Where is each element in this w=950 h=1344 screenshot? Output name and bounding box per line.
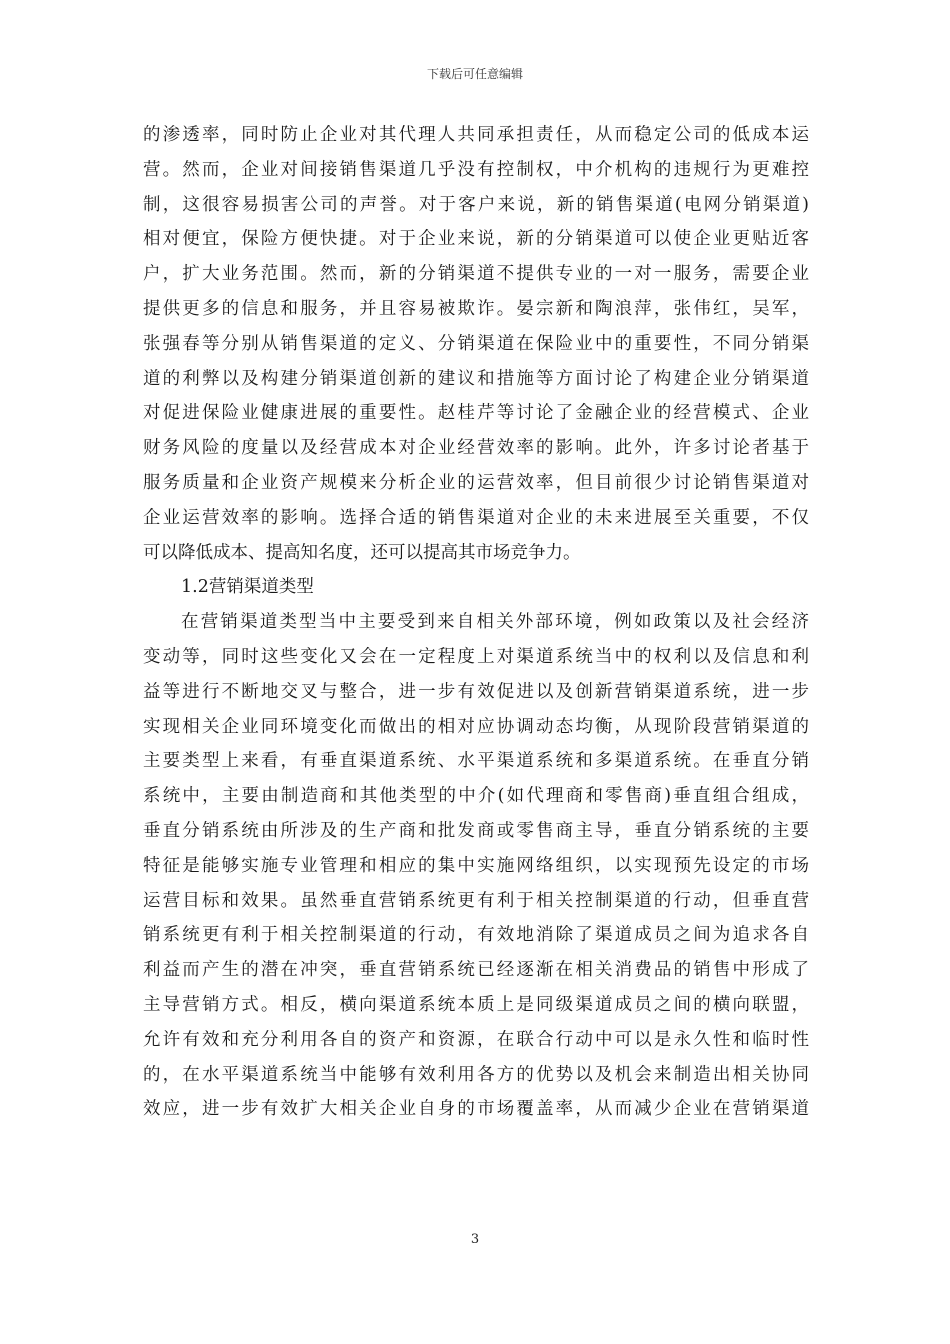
text-line: 的，在水平渠道系统当中能够有效利用各方的优势以及机会来制造出相关协同: [143, 1064, 809, 1085]
text-line: 制，这很容易损害公司的声誉。对于客户来说，新的销售渠道(电网分销渠道): [143, 194, 809, 215]
paragraph: [143, 605, 809, 1127]
text-line: 允许有效和充分利用各自的资产和资源，在联合行动中可以是永久性和临时性: [143, 1029, 809, 1050]
text-line: 的渗透率，同时防止企业对其代理人共同承担责任，从而稳定公司的低成本运: [143, 125, 809, 145]
text-line: 主要类型上来看，有垂直渠道系统、水平渠道系统和多渠道系统。在垂直分销: [143, 751, 809, 772]
text-line: 变动等，同时这些变化又会在一定程度上对渠道系统当中的权利以及信息和利: [143, 646, 809, 667]
page-number: 3: [470, 1232, 480, 1247]
text-line: 张强春等分别从销售渠道的定义、分销渠道在保险业中的重要性，不同分销渠: [143, 333, 809, 354]
text-line: 道的利弊以及构建分销渠道创新的建议和措施等方面讨论了构建企业分销渠道: [143, 368, 809, 389]
text-line: 企业运营效率的影响。选择合适的销售渠道对企业的未来进展至关重要，不仅: [143, 507, 809, 528]
text-line: 系统中，主要由制造商和其他类型的中介(如代理商和零售商)垂直组合组成，: [143, 786, 809, 807]
paragraph: [143, 118, 809, 570]
text-line: 销系统更有利于相关控制渠道的行动，有效地消除了渠道成员之间为追求各自: [143, 925, 809, 946]
document-body: [143, 118, 809, 1127]
text-line: 相对便宜，保险方便快捷。对于企业来说，新的分销渠道可以使企业更贴近客: [143, 229, 809, 250]
text-line: 益等进行不断地交叉与整合，进一步有效促进以及创新营销渠道系统，进一步: [143, 681, 809, 702]
text-line: 营。然而，企业对间接销售渠道几乎没有控制权，中介机构的违规行为更难控: [143, 159, 809, 180]
text-line: 在营销渠道类型当中主要受到来自相关外部环境，例如政策以及社会经济: [181, 612, 809, 633]
text-line: 垂直分销系统由所涉及的生产商和批发商或零售商主导，垂直分销系统的主要: [143, 820, 809, 841]
text-line: 提供更多的信息和服务，并且容易被欺诈。晏宗新和陶浪萍，张伟红，吴军，: [143, 298, 809, 319]
text-line: 主导营销方式。相反，横向渠道系统本质上是同级渠道成员之间的横向联盟，: [143, 994, 809, 1015]
text-line: 实现相关企业同环境变化而做出的相对应协调动态均衡，从现阶段营销渠道的: [143, 716, 809, 737]
section-heading: 1.2营销渠道类型: [181, 577, 314, 598]
text-line: 可以降低成本、提高知名度，还可以提高其市场竞争力。: [143, 542, 581, 563]
page-header: 下载后可任意编辑: [426, 67, 523, 81]
text-line: 财务风险的度量以及经营成本对企业经营效率的影响。此外，许多讨论者基于: [143, 438, 809, 459]
text-line: 对促进保险业健康进展的重要性。赵桂芹等讨论了金融企业的经营模式、企业: [143, 403, 809, 424]
text-line: 运营目标和效果。虽然垂直营销系统更有利于相关控制渠道的行动，但垂直营: [143, 890, 809, 911]
text-line: 利益而产生的潜在冲突，垂直营销系统已经逐渐在相关消费品的销售中形成了: [143, 960, 809, 981]
text-line: 服务质量和企业资产规模来分析企业的运营效率，但目前很少讨论销售渠道对: [143, 472, 809, 493]
text-line: 效应，进一步有效扩大相关企业自身的市场覆盖率，从而减少企业在营销渠道: [143, 1099, 809, 1120]
text-line: 户，扩大业务范围。然而，新的分销渠道不提供专业的一对一服务，需要企业: [143, 264, 809, 285]
text-line: 特征是能够实施专业管理和相应的集中实施网络组织，以实现预先设定的市场: [143, 855, 809, 876]
